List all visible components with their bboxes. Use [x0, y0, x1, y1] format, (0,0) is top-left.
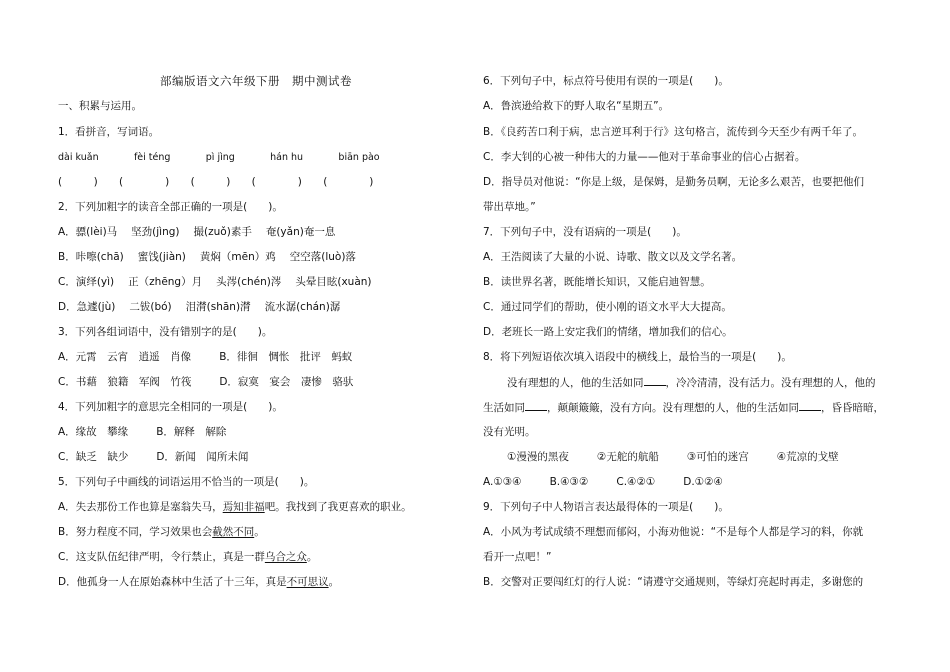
word: 蜜饯(jiàn) [137, 251, 186, 263]
phrase-item: ②无舵的航船 [596, 451, 659, 463]
q6-option-d-cont: 带出草地。” [483, 201, 536, 213]
word: 黄焖（mēn）鸡 [199, 251, 276, 263]
q9-option-a-cont: 看开一点吧！” [483, 551, 552, 563]
question-7: 7．下列句子中，没有语病的一项是( )。 [483, 226, 687, 238]
text: C．这支队伍纪律严明，令行禁止，真是一群 [58, 551, 265, 563]
q4-options-cd [58, 450, 248, 464]
q6-option-b: B．《良药苦口利于病，忠言逆耳利于行》这句格言，流传到今天至少有两千年了。 [483, 126, 863, 138]
phrase-item: ④荒凉的戈壁 [776, 451, 839, 463]
q3-option-b: B．徘徊 惆怅 批评 蚂蚁 [219, 351, 353, 363]
q5-option-a [58, 500, 412, 514]
answer-option[interactable]: C.④②① [616, 476, 656, 488]
text: 没有理想的人，他的生活如同 [507, 377, 644, 389]
q4-option-a: A．缘故 攀缘 [58, 426, 129, 438]
exam-title: 部编版语文六年级下册 期中测试卷 [160, 74, 352, 88]
q8-passage-line-3: 没有光明。 [483, 426, 536, 438]
answer-option[interactable]: B.④③② [549, 476, 589, 488]
q6-option-a: A．鲁滨逊给救下的野人取名“星期五”。 [483, 100, 670, 112]
word: D．急遽(jù) [58, 301, 116, 313]
answer-blank[interactable]: ( ) [119, 176, 170, 188]
text: 。 [254, 526, 265, 538]
q5-option-d [58, 575, 339, 589]
answer-blank[interactable]: ( ) [323, 176, 374, 188]
q7-option-d: D．老班长一路上安定我们的情绪，增加我们的信心。 [483, 326, 733, 338]
section-heading: 一、积累与运用。 [58, 100, 142, 112]
text: B．努力程度不同，学习效果也会 [58, 526, 213, 538]
q1-answer-row [58, 175, 391, 189]
q8-passage-line-2 [483, 400, 884, 415]
underlined-phrase: 不可思议 [286, 576, 329, 588]
q1-pinyin-row [58, 150, 412, 165]
text: A．失去那份工作也算是塞翁失马， [58, 501, 223, 513]
question-3: 3．下列各组词语中，没有错别字的是( )。 [58, 326, 273, 338]
underlined-phrase: 焉知非福 [222, 501, 265, 513]
phrase-item: ③可怕的迷宫 [686, 451, 749, 463]
word: 二钹(bó) [129, 301, 172, 313]
q2-option-b [58, 250, 370, 264]
text: 生活如同 [483, 402, 525, 414]
answer-blank[interactable]: ( ) [190, 176, 231, 188]
answer-option[interactable]: D.①②④ [683, 476, 723, 488]
q5-option-c [58, 550, 317, 564]
q3-option-d: D．寂寞 宴会 凄惨 骆驮 [219, 376, 354, 388]
word: 头涔(chén)涔 [216, 276, 282, 288]
question-1: 1．看拼音，写词语。 [58, 126, 160, 138]
q3-options-ab [58, 350, 352, 364]
phrase-item: ①漫漫的黑夜 [507, 451, 569, 463]
word: A．骠(lèi)马 [58, 226, 118, 238]
word: C．演绎(yì) [58, 276, 115, 288]
q8-answer-options [483, 475, 723, 489]
word: 空空落(luò)落 [289, 251, 356, 263]
word: 奄(yǎn)奄一息 [265, 226, 336, 238]
q6-option-d: D．指导员对他说：“你是上级，是保姆，是勤务员啊，无论多么艰苦，也要把他们 [483, 176, 865, 188]
q8-passage-line-1 [507, 375, 876, 390]
underlined-phrase: 乌合之众 [264, 551, 307, 563]
q4-option-c: C．缺乏 缺少 [58, 451, 129, 463]
text: 吧。我找到了我更喜欢的职业。 [264, 501, 412, 513]
fill-blank[interactable] [525, 400, 547, 411]
q3-options-cd [58, 375, 353, 389]
question-5: 5．下列句子中画线的词语运用不恰当的一项是( )。 [58, 476, 315, 488]
q7-option-b: B．读世界名著，既能增长知识，又能启迪智慧。 [483, 276, 711, 288]
word: 撮(zuǒ)素手 [193, 226, 252, 238]
pinyin-item: pì jìng [205, 152, 235, 163]
pinyin-item: fèi téng [133, 152, 171, 163]
question-2: 2．下列加粗字的读音全部正确的一项是( )。 [58, 201, 283, 213]
question-6: 6．下列句子中，标点符号使用有误的一项是( )。 [483, 75, 729, 87]
text: ，昏昏暗暗， [821, 402, 884, 414]
q4-option-d: D．新闻 闻所未闻 [156, 451, 249, 463]
question-4: 4．下列加粗字的意思完全相同的一项是( )。 [58, 401, 283, 413]
word: 泪潸(shān)潸 [185, 301, 251, 313]
q4-options-ab [58, 425, 226, 439]
pinyin-item: hán hu [270, 152, 304, 163]
word: 流水潺(chán)潺 [264, 301, 341, 313]
answer-blank[interactable]: ( ) [251, 176, 302, 188]
q2-option-a [58, 225, 349, 239]
q2-option-d [58, 300, 354, 314]
q4-option-b: B．解释 解除 [156, 426, 227, 438]
q6-option-c: C．李大钊的心被一种伟大的力量——他对于革命事业的信心占据着。 [483, 151, 806, 163]
text: ，冷冷清清，没有活力。没有理想的人，他的 [665, 377, 876, 389]
text: 。 [328, 576, 340, 588]
answer-blank[interactable]: ( ) [58, 176, 98, 188]
q3-option-a: A．元霄 云宵 逍遥 肖像 [58, 351, 192, 363]
text: ，颠颠簸簸，没有方向。没有理想的人，他的生活如同 [547, 402, 799, 414]
underlined-phrase: 截然不同 [212, 526, 255, 538]
word: 坚劲(jìng) [131, 226, 180, 238]
fill-blank[interactable] [644, 375, 666, 386]
pinyin-item: dài kuǎn [58, 152, 99, 163]
pinyin-item: biān pào [338, 152, 380, 163]
fill-blank[interactable] [799, 400, 821, 411]
question-9: 9．下列句子中人物语言表达最得体的一项是( )。 [483, 501, 729, 513]
q9-option-a: A．小风为考试成绩不理想而郁闷，小海劝他说：“不是每个人都是学习的料，你就 [483, 526, 864, 538]
word: B．咔嚓(chā) [58, 251, 124, 263]
q7-option-c: C．通过同学们的帮助，使小刚的语文水平大大提高。 [483, 301, 732, 313]
text: D．他孤身一人在原始森林中生活了十三年，真是 [58, 576, 287, 588]
q3-option-c: C．书藉 狼籍 军阀 竹筏 [58, 376, 192, 388]
q8-phrase-list [507, 450, 839, 464]
word: 头晕目眩(xuàn) [295, 276, 372, 288]
q7-option-a: A．王浩阅读了大量的小说、诗歌、散文以及文学名著。 [483, 251, 743, 263]
q9-option-b: B．交警对正要闯红灯的行人说：“请遵守交通规则，等绿灯亮起时再走，多谢您的 [483, 576, 864, 588]
word: 正（zhēng）月 [128, 276, 203, 288]
q5-option-b [58, 525, 265, 539]
q2-option-c [58, 275, 386, 289]
question-8: 8．将下列短语依次填入语段中的横线上，最恰当的一项是( )。 [483, 351, 792, 363]
text: 。 [306, 551, 318, 563]
answer-option[interactable]: A.①③④ [483, 476, 522, 488]
